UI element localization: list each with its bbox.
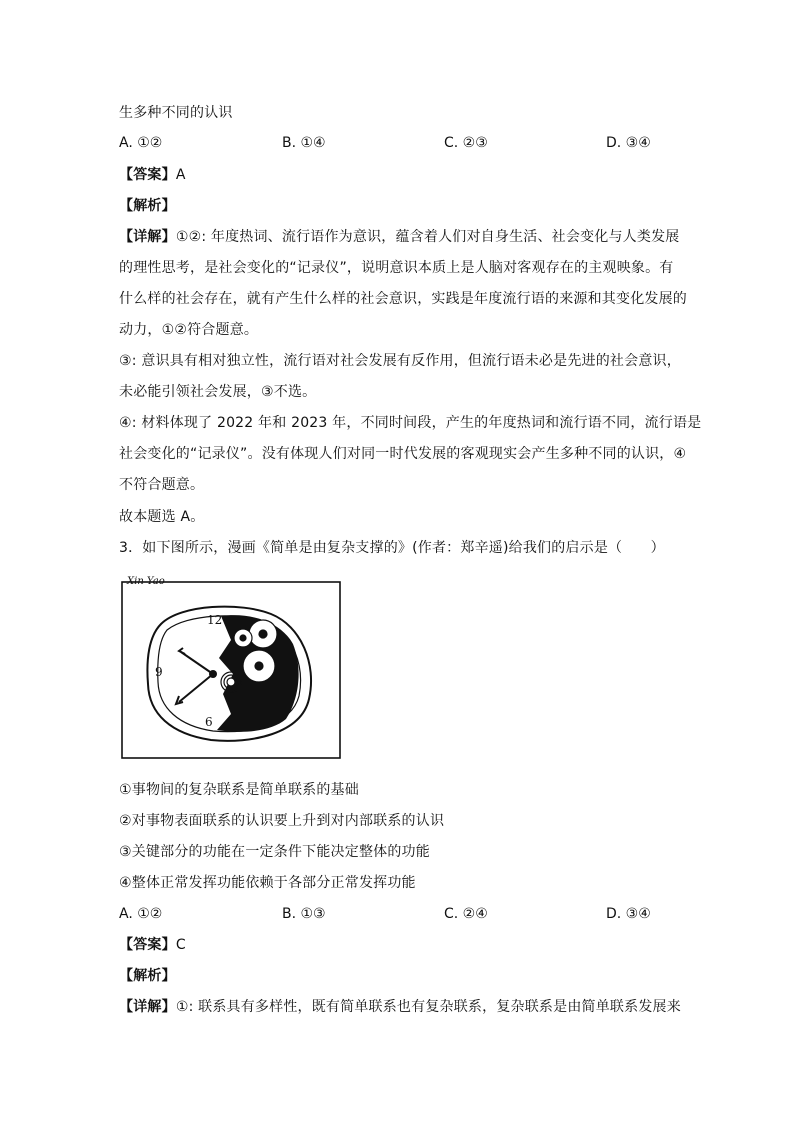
- q3-analysis-label: 【解析】: [119, 968, 176, 984]
- q2-answer-label: 【答案】: [119, 167, 176, 183]
- q2-detail-line-7: ④: 材料体现了 2022 年和 2023 年，不同时间段，产生的年度热词和流行语不同，流行语是: [119, 415, 702, 431]
- q2-option-b: B. ①④: [282, 135, 326, 151]
- cartoon-clock-image: [121, 574, 342, 760]
- q3-detail-text-1: ①: 联系具有多样性，既有简单联系也有复杂联系，复杂联系是由简单联系发展来: [175, 999, 681, 1015]
- q2-detail-line-3: 什么样的社会存在，就有产生什么样的社会意识，实践是年度流行语的来源和其变化发展的: [119, 291, 687, 307]
- q2-detail-line-1: [119, 227, 679, 247]
- q3-option-d: D. ③④: [606, 906, 651, 922]
- q3-stem: 3．如下图所示，漫画《简单是由复杂支撑的》(作者：郑辛遥)给我们的启示是（ ）: [119, 540, 665, 556]
- q3-detail-label: 【详解】: [119, 999, 176, 1015]
- q3-statement-2: ②对事物表面联系的认识要上升到对内部联系的认识: [119, 813, 445, 829]
- q3-statement-1: ①事物间的复杂联系是简单联系的基础: [119, 782, 359, 798]
- q2-analysis-label: 【解析】: [119, 198, 176, 214]
- q2-detail-label: 【详解】: [119, 229, 176, 245]
- q2-detail-line-2: 的理性思考，是社会变化的“记录仪”，说明意识本质上是人脑对客观存在的主观映象。有: [119, 260, 674, 276]
- q3-answer-line: [119, 935, 186, 955]
- q2-detail-text-1: ①②: 年度热词、流行语作为意识，蕴含着人们对自身生活、社会变化与人类发展: [175, 229, 680, 245]
- q3-option-b: B. ①③: [282, 906, 326, 922]
- q2-answer-value: A: [175, 167, 186, 183]
- q2-option-a: A. ①②: [119, 135, 163, 151]
- q2-detail-line-8: 社会变化的“记录仪”。没有体现人们对同一时代发展的客观现实会产生多种不同的认识，④: [119, 446, 687, 462]
- q2-option-c: C. ②③: [444, 135, 488, 151]
- q2-option-d: D. ③④: [606, 135, 651, 151]
- q2-detail-line-4: 动力，①②符合题意。: [119, 322, 259, 338]
- q2-answer-line: [119, 165, 186, 185]
- clock-numeral-12: 12: [207, 613, 223, 627]
- q2-detail-line-6: 未必能引领社会发展，③不选。: [119, 384, 317, 400]
- cartoon-signature: Xin Yao: [127, 576, 165, 587]
- spring-icon: [221, 672, 241, 692]
- q3-answer-value: C: [175, 937, 186, 953]
- q3-detail-line-1: [119, 997, 681, 1017]
- clock-numeral-6: 6: [205, 715, 213, 729]
- q2-conclusion: 故本题选 A。: [119, 509, 205, 525]
- q3-statement-3: ③关键部分的功能在一定条件下能决定整体的功能: [119, 844, 430, 860]
- q2-detail-line-5: ③: 意识具有相对独立性，流行语对社会发展有反作用，但流行语未必是先进的社会意识，: [119, 353, 681, 369]
- q3-statement-4: ④整体正常发挥功能依赖于各部分正常发挥功能: [119, 875, 416, 891]
- q3-answer-label: 【答案】: [119, 937, 176, 953]
- clock-numeral-9: 9: [155, 665, 163, 679]
- q2-detail-line-9: 不符合题意。: [119, 477, 205, 493]
- q3-option-a: A. ①②: [119, 906, 163, 922]
- q3-option-c: C. ②④: [444, 906, 488, 922]
- q2-stem-tail: 生多种不同的认识: [119, 105, 233, 121]
